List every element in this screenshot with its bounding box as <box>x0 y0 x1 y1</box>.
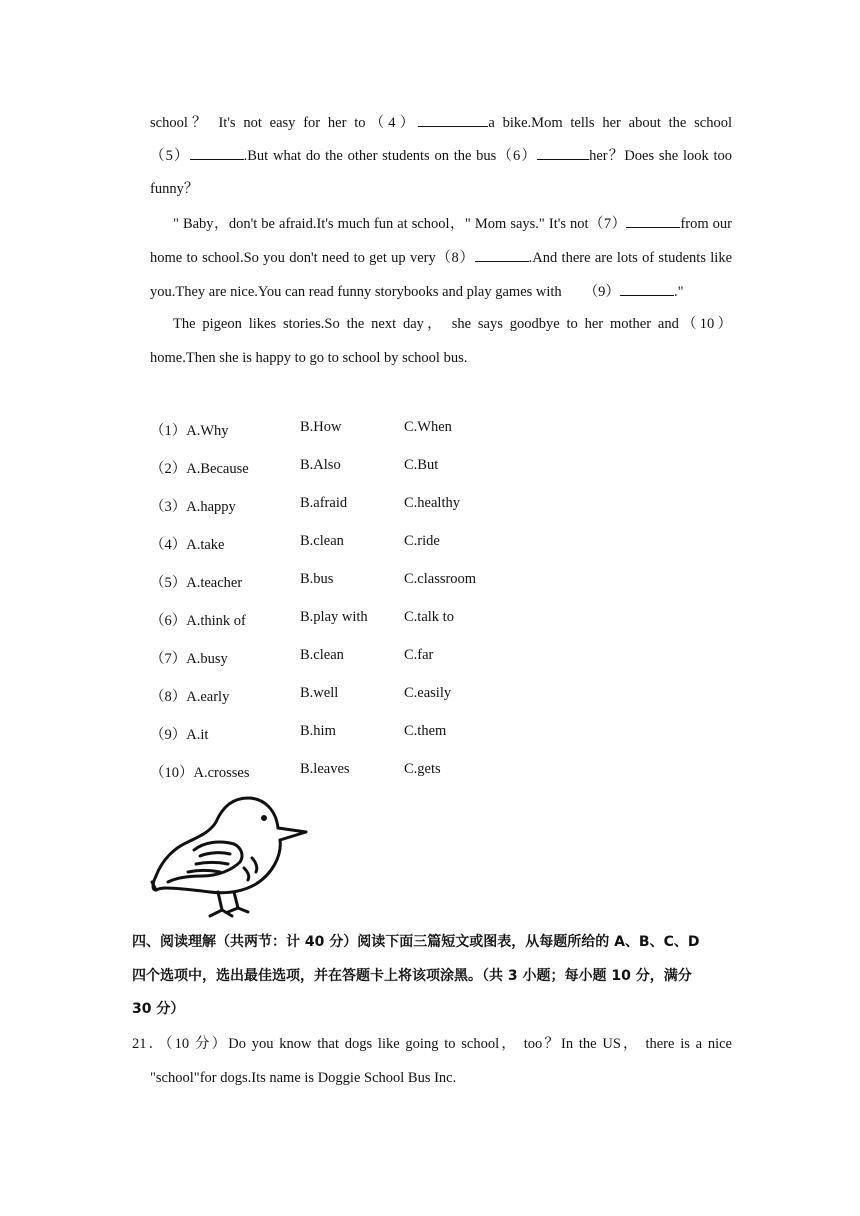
passage-line-8: home.Then she is happy to go to school by school bus. <box>150 350 468 366</box>
passage-line-7: The pigeon likes stories.So the next day， she says goodbye to her mother and（10） <box>173 316 732 332</box>
section-4-heading-line-1: 四、阅读理解（共两节：计 40 分）阅读下面三篇短文或图表，从每题所给的 A、B、C、D <box>132 934 700 950</box>
question-21-line-1: 21．（10 分）Do you know that dogs like going to school， too？In the US， there is a nice <box>132 1036 732 1052</box>
passage-line-5: home to school.So you don't need to get up very（8） .And there are lots of students like <box>150 247 732 268</box>
blank-8 <box>475 247 529 262</box>
passage-line-2: （5） .But what do the other students on the bus（6） her？Does she look too <box>150 145 732 166</box>
passage-line-6: you.They are nice.You can read funny storybooks and play games with （9） ." <box>150 281 732 302</box>
passage-line-4: " Baby，don't be afraid.It's much fun at school，" Mom says." It's not（7） from our <box>173 213 732 234</box>
passage-line-3: funny？ <box>150 181 199 197</box>
blank-9 <box>620 281 674 296</box>
bird-eye <box>261 815 267 821</box>
blank-5 <box>190 145 244 160</box>
passage-line-1: school？ It's not easy for her to（4） a bike.Mom tells her about the school <box>150 112 732 133</box>
section-4-heading-line-3: 30 分） <box>132 1001 185 1017</box>
section-4-heading-line-2: 四个选项中，选出最佳选项，并在答题卡上将该项涂黑。（共 3 小题；每小题 10 分，满分 <box>132 968 692 984</box>
question-21-line-2: "school"for dogs.Its name is Doggie School Bus Inc. <box>150 1070 457 1086</box>
bird-illustration <box>148 792 314 920</box>
blank-6 <box>537 145 589 160</box>
blank-7 <box>626 213 680 228</box>
blank-4 <box>418 112 488 127</box>
